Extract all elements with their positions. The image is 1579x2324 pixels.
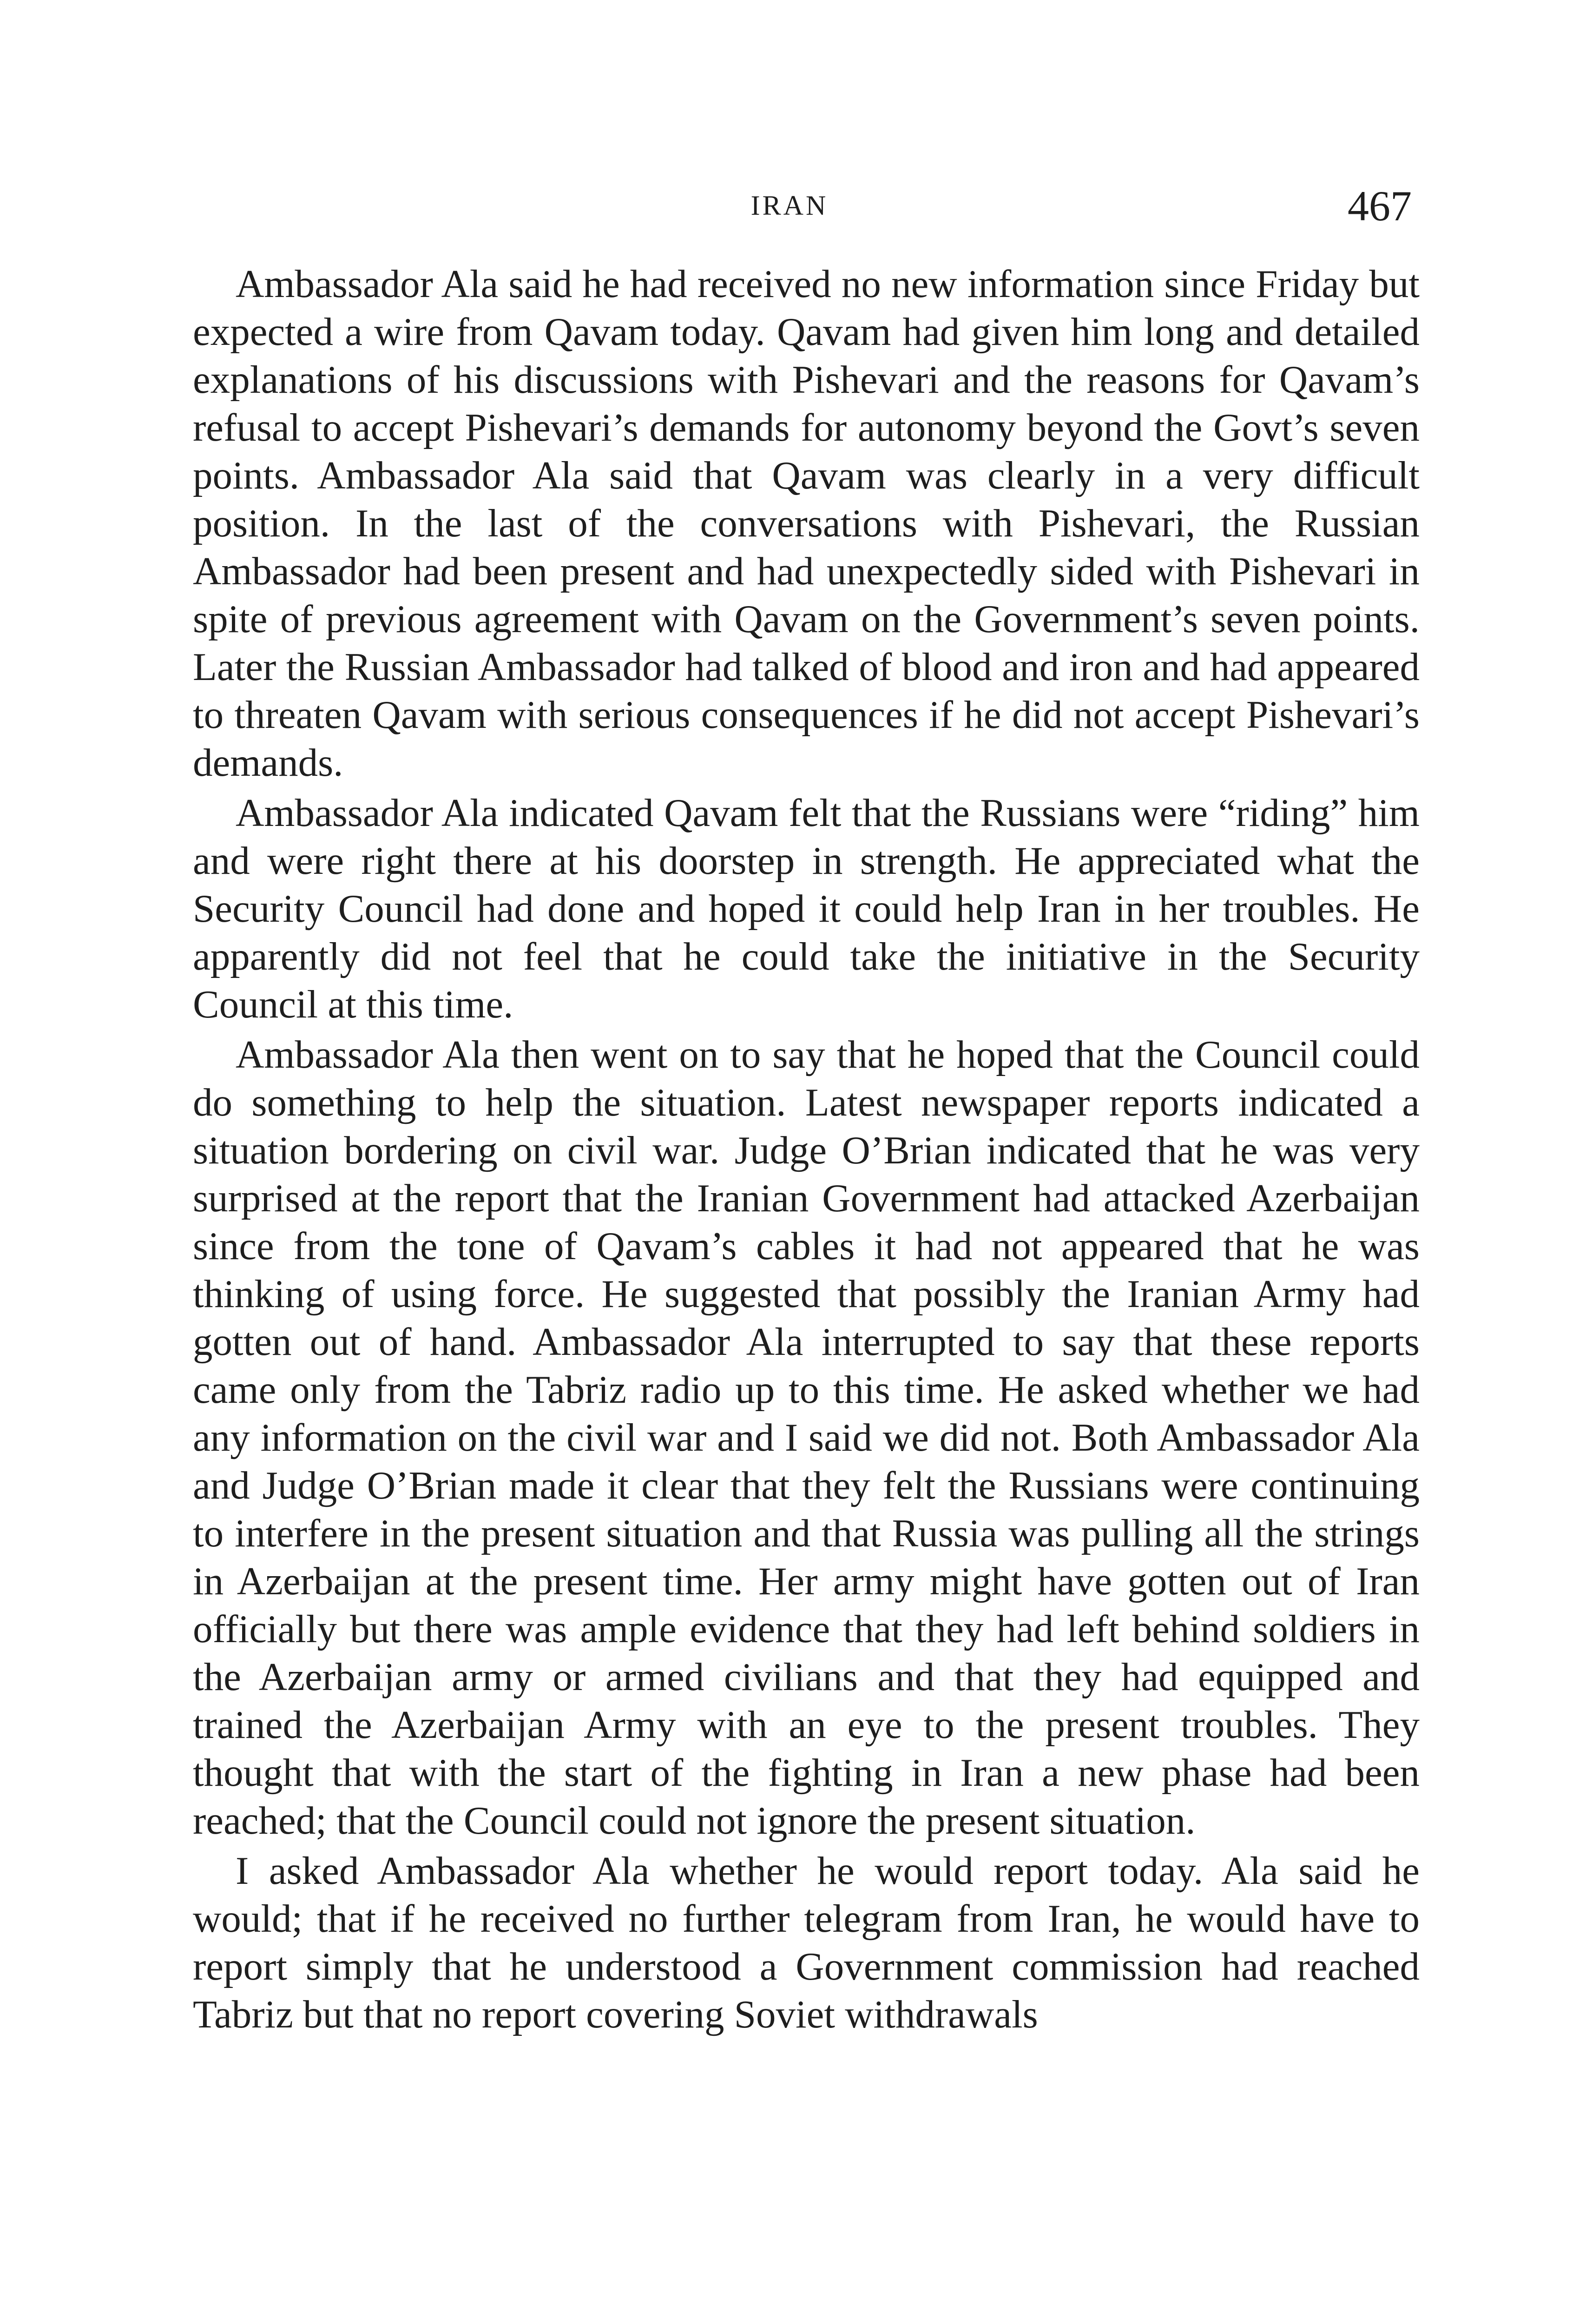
running-title: IRAN	[750, 190, 829, 221]
paragraph: Ambassador Ala said he had received no new information since Friday but expected a wire from Qavam today. Qavam had given him long and detailed explanations of his discussions with Pishevari and the reasons for Qavam’s refusal to accept Pishevari’s demands for autonomy beyond the Govt’s seven points. Ambassador Ala said that Qavam was clearly in a very difficult position. In the last of the conversations with Pishevari, the Russian Ambassador had been present and had unexpectedly sided with Pishevari in spite of previous agreement with Qavam on the Government’s seven points. Later the Russian Ambassador had talked of blood and iron and had appeared to threaten Qavam with serious consequences if he did not accept Pishevari’s demands.	[193, 262, 1420, 785]
paragraph: I asked Ambassador Ala whether he would report today. Ala said he would; that if he received no further telegram from Iran, he would have to report simply that he understood a Government commission had reached Tabriz but that no report covering Soviet withdrawals	[193, 1849, 1420, 2036]
paragraph: Ambassador Ala indicated Qavam felt that the Russians were “riding” him and were right there at his doorstep in strength. He appreciated what the Security Council had done and hoped it could help Iran in her troubles. He apparently did not feel that he could take the initiative in the Security Council at this time.	[193, 791, 1420, 1026]
paragraph: Ambassador Ala then went on to say that he hoped that the Council could do something to help the situation. Latest newspaper reports indicated a situation bordering on civil war. Judge O’Brian indicated that he was very surprised at the report that the Iranian Government had attacked Azerbaijan since from the tone of Qavam’s cables it had not appeared that he was thinking of using force. He suggested that possibly the Iranian Army had gotten out of hand. Ambassador Ala interrupted to say that these reports came only from the Tabriz radio up to this time. He asked whether we had any information on the civil war and I said we did not. Both Ambassador Ala and Judge O’Brian made it clear that they felt the Russians were continuing to interfere in the present situation and that Russia was pulling all the strings in Azerbaijan at the present time. Her army might have gotten out of Iran officially but there was ample evidence that they had left behind soldiers in the Azerbaijan army or armed civilians and that they had equipped and trained the Azerbaijan Army with an eye to the present troubles. They thought that with the start of the fighting in Iran a new phase had been reached; that the Council could not ignore the present situation.	[193, 1033, 1420, 1842]
running-header	[0, 181, 1579, 237]
body-text	[193, 260, 1420, 2039]
page-number: 467	[1348, 182, 1412, 230]
